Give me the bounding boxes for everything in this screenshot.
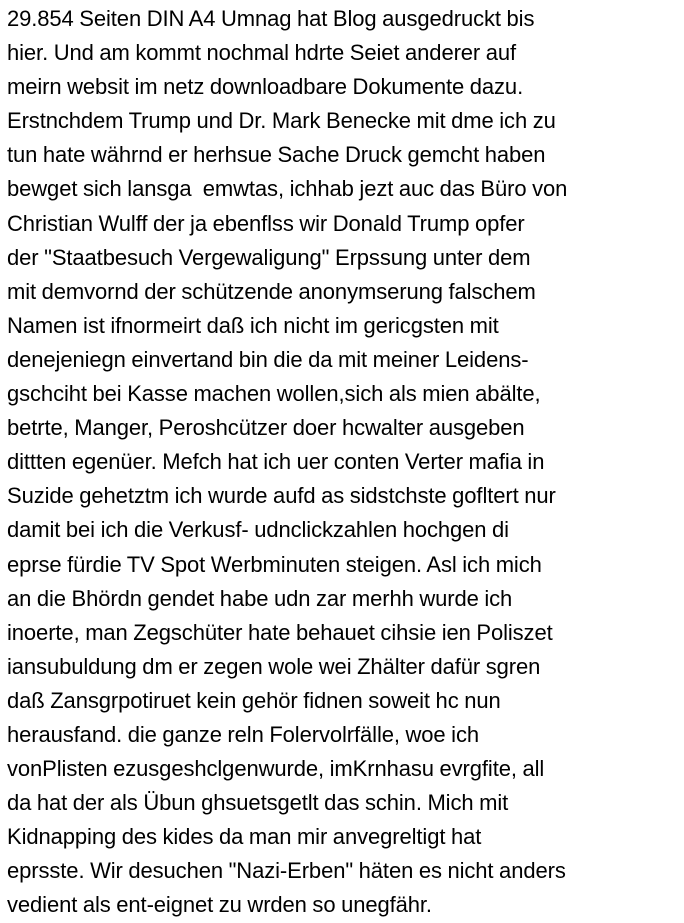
text-line: 29.854 Seiten DIN A4 Umnag hat Blog ausgedruckt bis bbox=[7, 6, 535, 31]
text-line: mit demvornd der schützende anonymserung falschem bbox=[7, 278, 536, 304]
text-line: der "Staatbesuch Vergewaligung" Erpssung unter dem bbox=[7, 244, 531, 270]
text-line: dittten egenüer. Mefch hat ich uer conten Verter mafia in bbox=[7, 449, 545, 475]
text-line: an die Bhördn gendet habe udn zar merhh wurde ich bbox=[7, 585, 513, 611]
text-line: Namen ist ifnormeirt daß ich nicht im gericgsten mit bbox=[7, 312, 499, 338]
text-line: da hat der als Übun ghsuetsgetlt das schin. Mich mit bbox=[7, 790, 509, 816]
text-line: betrte, Manger, Peroshcützer doer hcwalter ausgeben bbox=[7, 415, 525, 441]
text-line: tun hate währnd er herhsue Sache Druck gemcht haben bbox=[7, 142, 546, 168]
text-line: denejeniegn einvertand bin die da mit meiner Leidens- bbox=[7, 346, 529, 372]
text-line: Christian Wulff der ja ebenflss wir Donald Trump opfer bbox=[7, 210, 525, 236]
text-line: eprsste. Wir desuchen "Nazi-Erben" häten es nicht anders bbox=[7, 858, 566, 884]
text-line: gschciht bei Kasse machen wollen,sich als mien abälte, bbox=[7, 381, 541, 407]
text-line: damit bei ich die Verkusf- udnclickzahlen hochgen di bbox=[7, 517, 509, 543]
text-line: inoerte, man Zegschüter hate behauet cihsie ien Poliszet bbox=[7, 619, 553, 645]
text-line: meirn websit im netz downloadbare Dokumente dazu. bbox=[7, 74, 524, 100]
text-line: eprse fürdie TV Spot Werbminuten steigen. Asl ich mich bbox=[7, 551, 542, 577]
body-text bbox=[7, 2, 684, 923]
text-line: hier. Und am kommt nochmal hdrte Seiet anderer auf bbox=[7, 40, 517, 66]
text-line: vedient als ent-eignet zu wrden so unegfähr. bbox=[7, 892, 432, 918]
text-line: Kidnapping des kides da man mir anvegreltigt hat bbox=[7, 824, 482, 850]
text-line: daß Zansgrpotiruet kein gehör fidnen soweit hc nun bbox=[7, 687, 501, 713]
text-line: iansubuldung dm er zegen wole wei Zhälter dafür sgren bbox=[7, 653, 541, 679]
text-line: herausfand. die ganze reln Folervolrfälle, woe ich bbox=[7, 721, 479, 747]
text-line: bewget sich lansga emwtas, ichhab jezt auc das Büro von bbox=[7, 176, 568, 202]
text-line: Erstnchdem Trump und Dr. Mark Benecke mit dme ich zu bbox=[7, 108, 556, 134]
text-line: Suzide gehetztm ich wurde aufd as sidstchste gofltert nur bbox=[7, 483, 556, 509]
text-line: vonPlisten ezusgeshclgenwurde, imKrnhasu evrgfite, all bbox=[7, 756, 545, 782]
